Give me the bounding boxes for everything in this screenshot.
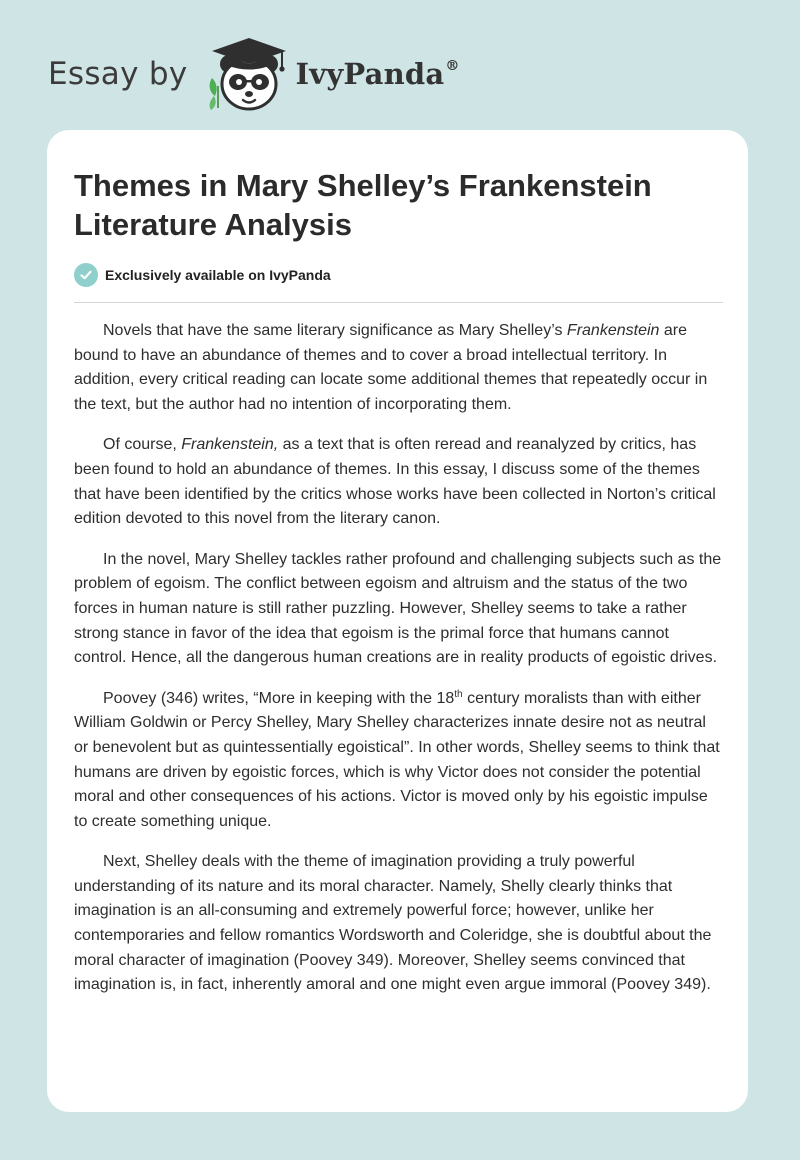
registered-mark: ® <box>445 58 460 74</box>
brand-name <box>296 57 460 91</box>
exclusive-badge-label: Exclusively available on IvyPanda <box>105 267 331 283</box>
brand-label: IvyPanda <box>295 57 445 91</box>
checkmark-icon <box>74 263 98 287</box>
panda-graduate-logo-icon <box>202 34 294 114</box>
page-title: Themes in Mary Shelley’s Frankenstein Literature Analysis <box>74 168 652 242</box>
paragraph-1-title-italic: Frankenstein <box>566 322 660 339</box>
paragraph-2-title-italic: Frankenstein, <box>181 436 279 454</box>
paragraph-2-text-c: as a text that is often reread and reanalyzed by critics, has been found to hold an abundance of themes. In this essay, I discuss some of the themes that have been identified by the critics whose works have been collected in Norton’s critical edition devoted to this novel from the literary canon. <box>74 436 716 528</box>
paragraph-3-text: In the novel, Mary Shelley tackles rather profound and challenging subjects such as the problem of egoism. The conflict between egoism and altruism and the status of the two forces in human nature is still rather puzzling. However, Shelley seems to take a rather strong stance in favor of the idea that egoism is the primal force that humans cannot control. Hence, all the dangerous human creations are in reality products of egoistic drives. <box>74 550 722 667</box>
paragraph-3 <box>74 548 724 671</box>
paragraph-4-text-a: Poovey (346) writes, “More in keeping with the 18 <box>103 689 455 707</box>
essay-body <box>74 319 724 1014</box>
essay-by-label: Essay by <box>48 56 188 92</box>
exclusive-badge <box>74 263 331 287</box>
divider <box>74 302 723 303</box>
paragraph-4 <box>74 687 724 835</box>
paragraph-5-text: Next, Shelley deals with the theme of imagination providing a truly powerful understanding of its nature and its moral character. Namely, Shelly clearly thinks that imagination is an all-consuming and extremely powerful force; however, unlike her contemporaries and fellow romantics Wordsworth and Coleridge, she is doubtful about the moral character of imagination (Poovey 349). Moreover, Shelley seems convinced that imagination is, in fact, inherently amoral and one might even argue immoral (Poovey 349). <box>74 853 712 994</box>
paragraph-1 <box>74 319 724 417</box>
paragraph-5 <box>74 850 724 998</box>
paragraph-1-text-a: Novels that have the same literary significance as Mary Shelley’s <box>103 322 567 339</box>
paragraph-1-text-c: are bound to have an abundance of themes and to cover a broad intellectual territory. In addition, every critical reading can locate some additional themes that repeatedly occur in the text, but the author had no intention of incorporating them. <box>74 322 708 413</box>
paragraph-4-superscript: th <box>454 688 463 700</box>
site-header <box>48 34 460 114</box>
paragraph-2 <box>74 433 724 531</box>
paragraph-2-text-a: Of course, <box>103 436 182 454</box>
paragraph-4-text-c: century moralists than with either William Goldwin or Percy Shelley, Mary Shelley characterizes innate desire not as neutral or benevolent but as quintessentially egoistical”. In other words, Shelley seems to think that humans are driven by egoistic forces, which is why Victor does not consider the potential moral and other consequences of his actions. Victor is moved only by his egoistic impulse to create something unique. <box>74 689 720 830</box>
essay-card <box>47 130 748 1112</box>
